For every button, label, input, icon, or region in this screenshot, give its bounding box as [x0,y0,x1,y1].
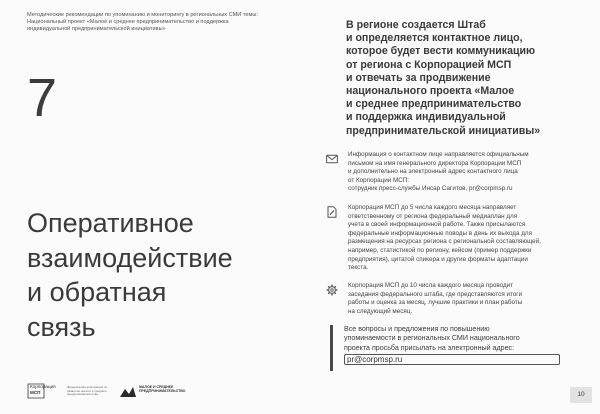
item-line: предприятия), цитатой спикера и другие форматы адаптации [348,255,528,263]
item-line: размещения на ресурсах региона с региональной составляющей, [348,238,541,246]
info-item-contact [326,151,566,196]
lead-paragraph [346,19,561,138]
item-line: сотрудник пресс-службы Инсар Сагитов, pr@corpmsp.ru [348,185,513,193]
header-line: индивидуальной предпринимательской инициативы» [27,26,166,33]
envelope-icon [326,153,338,165]
closing-accent-bar [330,325,333,371]
lead-line: и определяется контактное лицо, [346,32,523,45]
closing-note [330,325,560,375]
logo-a-line1: Корпорация [30,384,56,389]
item-line: федеральные информационные поводы в день их выхода для [348,229,532,237]
item-line: письмом на имя генерального директора Корпорации МСП [348,159,522,167]
item-line: Корпорация МСП до 5 числа каждого месяца направляет [348,204,517,211]
corporation-msp-logo [27,381,67,401]
item-line: например, статистикой по региону, кейсом (пример поддержки [348,246,532,254]
item-line: от Корпорации МСП: [348,176,410,184]
item-line: и дополнительно на электронный адрес контактного лица [348,168,518,176]
lead-line: от региона с Корпорацией МСП [346,58,512,71]
closing-text [344,325,560,365]
lead-line: и поддержка индивидуальной [346,111,506,124]
lead-line: и среднее предпринимательство [346,98,522,111]
document-edit-icon [326,206,338,218]
national-project-text [139,385,185,393]
item-line: ответственному от региона федеральный медиаплан для [348,212,518,220]
page-number: 10 [570,387,592,403]
section-title-line: Оперативное [27,208,194,238]
logo-b-line1: МАЛОЕ И СРЕДНЕЕ [139,385,174,389]
footer-logos [27,381,217,403]
header-line: Национальный проект «Малое и среднее предпринимательство и поддержка [27,19,229,26]
header-note [27,12,322,34]
closing-line: проекта просьба присылать на электронный адрес: [344,343,515,352]
info-item-mediaplan [326,204,566,276]
logo-b-line2: ПРЕДПРИНИМАТЕЛЬСТВО [139,389,186,393]
lead-line: В регионе создается Штаб [346,19,486,31]
closing-line: Все вопросы и предложения по повышению [344,325,490,333]
info-item-headquarters [326,282,566,320]
lead-line: предпринимательской инициативы» [346,124,541,137]
gear-icon [326,284,338,296]
section-title-line: связь [27,311,96,342]
section-title [27,206,297,344]
national-project-logo [119,384,209,400]
section-title-line: и обратная [27,277,167,307]
item-line: учета в своей информационной работе. Также присылаются [348,221,526,229]
info-item-text [348,204,573,273]
email-link[interactable]: pr@corpmsp.ru [344,354,560,365]
lead-line: которое будет вести коммуникацию [346,45,536,58]
item-line: работы и оценка за месяц, лучшие практики и план работы [348,299,523,307]
logo-a-line2: МСП [30,390,41,395]
item-line: заседания федерального штаба, где представляются итоги [348,290,523,298]
national-project-emblem-icon [119,385,137,399]
lead-line: национального проекта «Малое [346,85,515,98]
logo-a-description: Федеральная корпорация по развитию малого и среднего предпринимательства [67,385,108,397]
item-line: на следующий месяц. [348,307,413,315]
info-item-text [348,282,573,316]
section-title-line: взаимодействие [27,242,233,273]
item-line: текста. [348,264,369,272]
closing-line: упоминаемости в региональных СМИ национального [344,334,520,343]
section-number: 7 [27,68,58,128]
item-line: Корпорация МСП до 10 числа каждого месяца проводит [348,282,514,289]
lead-line: и отвечать за продвижение [346,71,491,84]
info-item-text [348,151,573,194]
header-line: Методические рекомендации по упоминанию и мониторингу в региональных СМИ темы: [27,12,258,18]
item-line: Информация о контактном лице направляется официальным [348,151,529,158]
